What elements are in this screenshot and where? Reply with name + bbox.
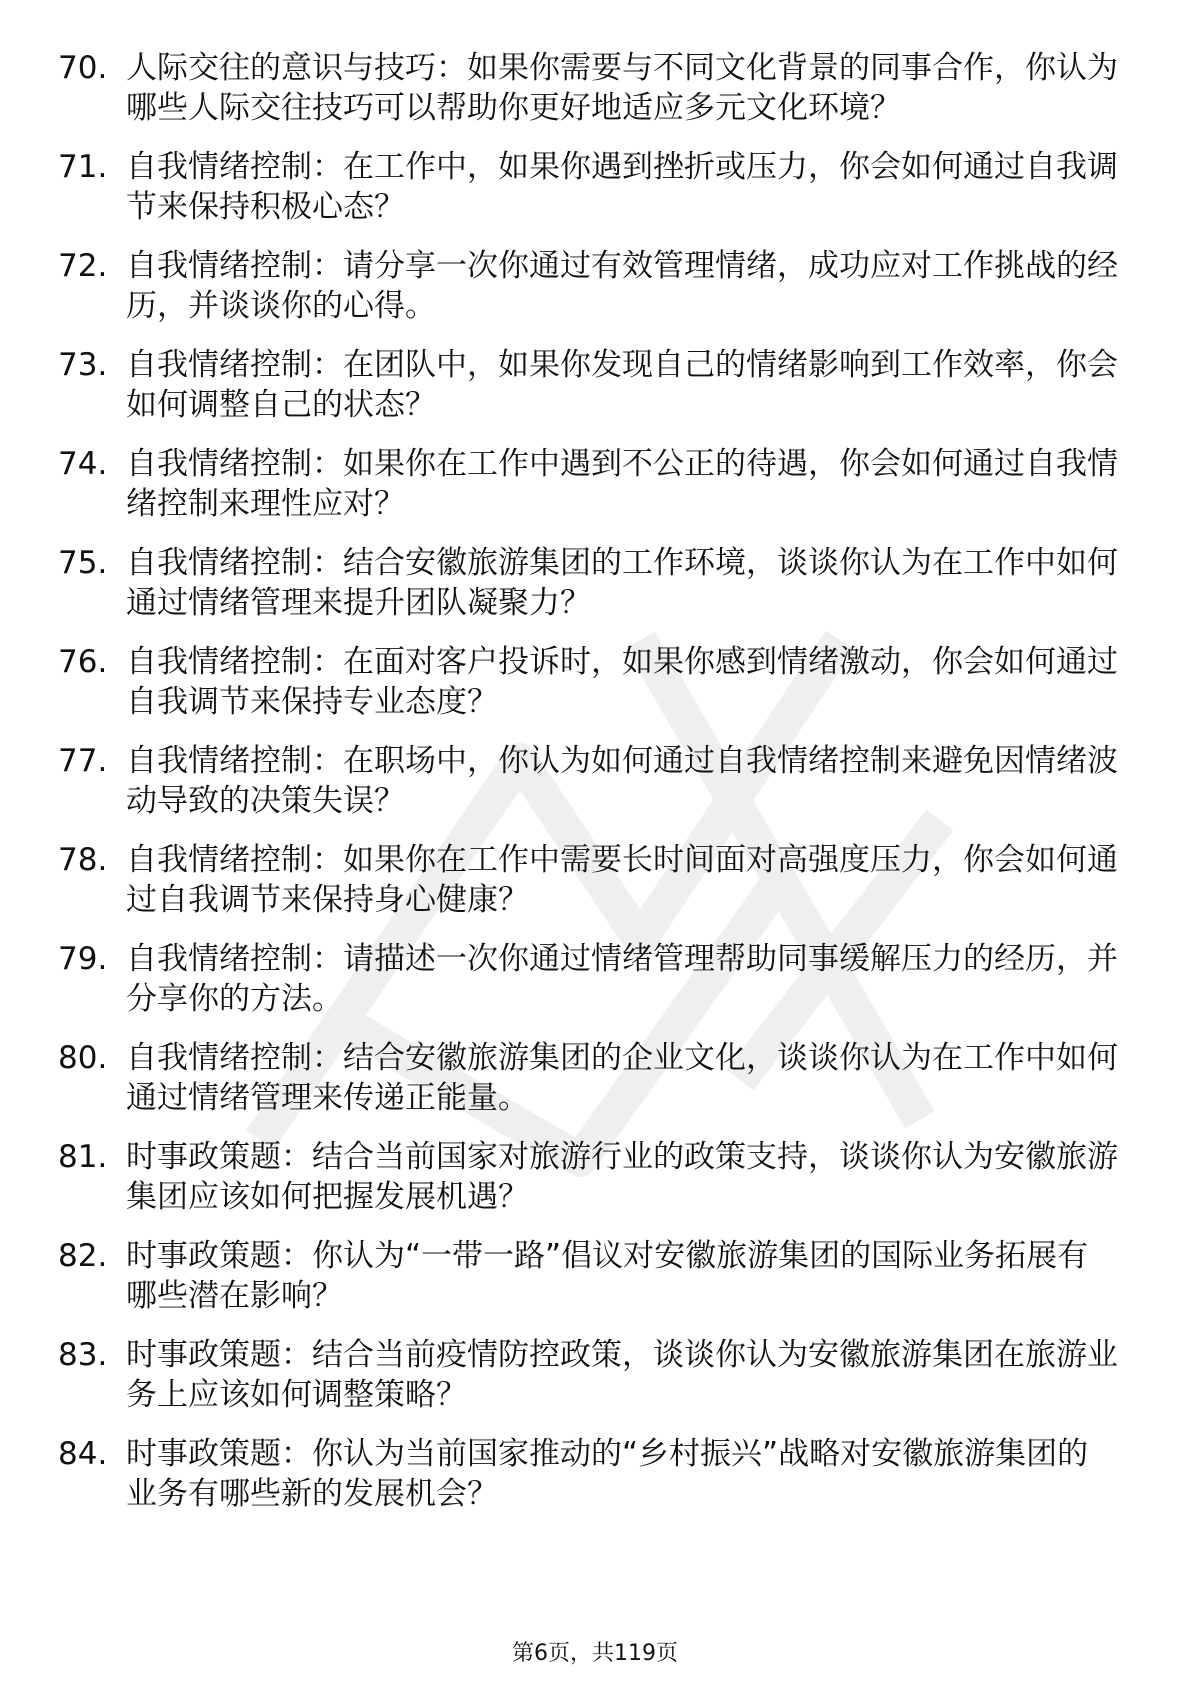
question-number: 71. (58, 149, 108, 185)
question-number: 76. (58, 644, 108, 680)
question-text: 时事政策题：结合当前疫情防控政策，谈谈你认为安徽旅游集团在旅游业务上应该如何调整策略？ (126, 1337, 1118, 1413)
question-number: 81. (58, 1139, 108, 1175)
question-number: 80. (58, 1040, 108, 1076)
question-text: 自我情绪控制：如果你在工作中需要长时间面对高强度压力，你会如何通过自我调节来保持身心健康？ (126, 842, 1118, 918)
question-item (58, 444, 1118, 524)
question-text: 时事政策题：你认为当前国家推动的“乡村振兴”战略对安徽旅游集团的业务有哪些新的发展机会？ (126, 1436, 1089, 1512)
question-list (58, 48, 1118, 1533)
question-text: 自我情绪控制：在职场中，你认为如何通过自我情绪控制来避免因情绪波动导致的决策失误？ (126, 743, 1118, 819)
question-item (58, 48, 1118, 128)
question-number: 78. (58, 842, 108, 878)
question-item (58, 345, 1118, 425)
question-number: 82. (58, 1238, 108, 1274)
question-item (58, 741, 1118, 821)
question-item (58, 246, 1118, 326)
question-number: 84. (58, 1436, 108, 1472)
question-number: 79. (58, 941, 108, 977)
question-text: 自我情绪控制：在面对客户投诉时，如果你感到情绪激动，你会如何通过自我调节来保持专业态度？ (126, 644, 1118, 720)
question-text: 时事政策题：你认为“一带一路”倡议对安徽旅游集团的国际业务拓展有哪些潜在影响？ (126, 1238, 1089, 1314)
question-text: 自我情绪控制：请描述一次你通过情绪管理帮助同事缓解压力的经历，并分享你的方法。 (126, 941, 1118, 1017)
question-text: 自我情绪控制：请分享一次你通过有效管理情绪，成功应对工作挑战的经历，并谈谈你的心得。 (126, 248, 1118, 324)
question-item (58, 642, 1118, 722)
question-item (58, 840, 1118, 920)
question-item (58, 939, 1118, 1019)
question-number: 83. (58, 1337, 108, 1373)
question-text: 自我情绪控制：如果你在工作中遇到不公正的待遇，你会如何通过自我情绪控制来理性应对？ (126, 446, 1118, 522)
question-item (58, 1137, 1118, 1217)
question-text: 自我情绪控制：在工作中，如果你遇到挫折或压力，你会如何通过自我调节来保持积极心态？ (126, 149, 1118, 225)
question-text: 人际交往的意识与技巧：如果你需要与不同文化背景的同事合作，你认为哪些人际交往技巧可以帮助你更好地适应多元文化环境？ (126, 50, 1118, 126)
question-text: 时事政策题：结合当前国家对旅游行业的政策支持，谈谈你认为安徽旅游集团应该如何把握发展机遇？ (126, 1139, 1118, 1215)
question-item (58, 1434, 1118, 1514)
page-footer (0, 1640, 1190, 1668)
question-number: 77. (58, 743, 108, 779)
question-text: 自我情绪控制：在团队中，如果你发现自己的情绪影响到工作效率，你会如何调整自己的状态？ (126, 347, 1118, 423)
question-number: 75. (58, 545, 108, 581)
question-number: 72. (58, 248, 108, 284)
question-text: 自我情绪控制：结合安徽旅游集团的企业文化，谈谈你认为在工作中如何通过情绪管理来传递正能量。 (126, 1040, 1118, 1116)
question-number: 73. (58, 347, 108, 383)
question-item (58, 1038, 1118, 1118)
question-item (58, 1335, 1118, 1415)
question-item (58, 1236, 1118, 1316)
question-item (58, 147, 1118, 227)
question-item (58, 543, 1118, 623)
question-text: 自我情绪控制：结合安徽旅游集团的工作环境，谈谈你认为在工作中如何通过情绪管理来提升团队凝聚力？ (126, 545, 1118, 621)
page-number-label: 第6页，共119页 (512, 1641, 678, 1666)
question-number: 74. (58, 446, 108, 482)
question-number: 70. (58, 50, 108, 86)
